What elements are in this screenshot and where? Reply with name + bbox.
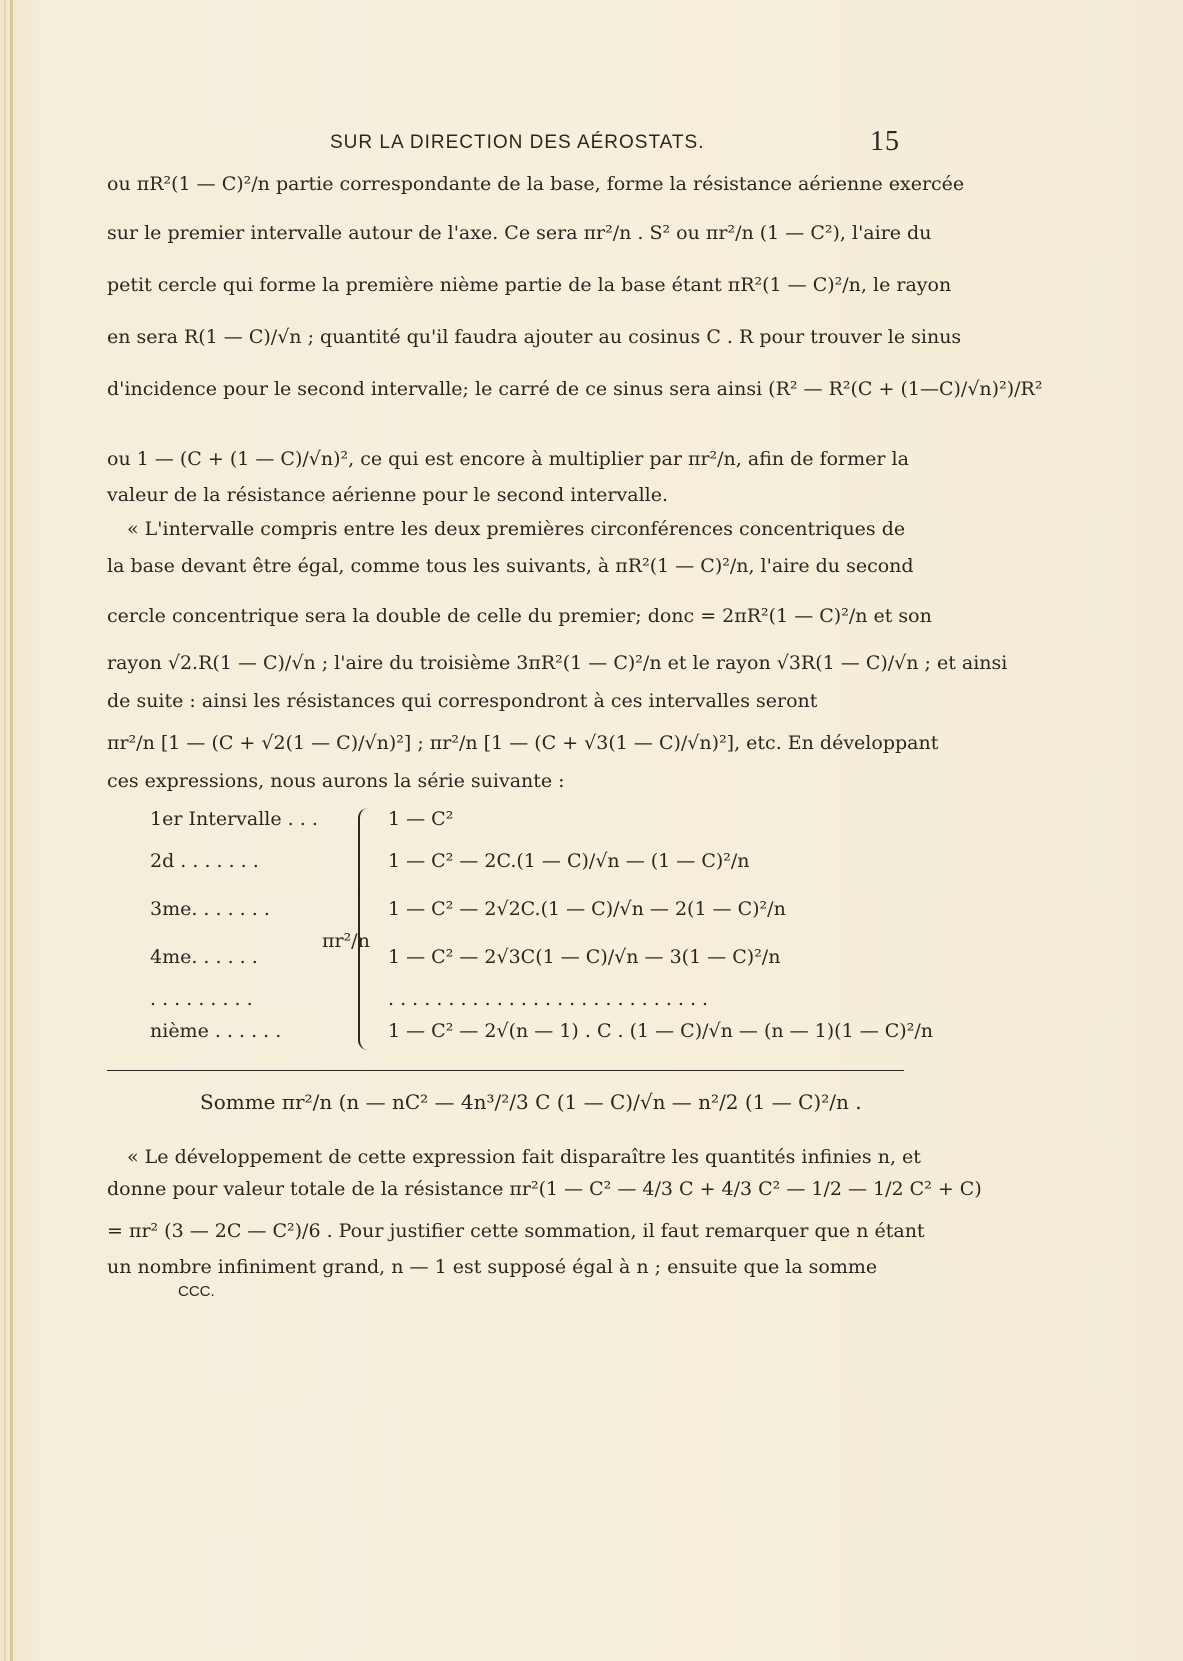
row-label: . . . . . . . . . [150,988,253,1010]
text-line: « Le développement de cette expression fait disparaître les quantités infinies n, et [127,1146,921,1168]
text-line: ou πR²(1 — C)²/n partie correspondante de la base, forme la résistance aérienne exercée [107,173,965,195]
text-line: un nombre infiniment grand, n — 1 est supposé égal à n ; ensuite que la somme [107,1256,878,1278]
text-line: la base devant être égal, comme tous les suivants, à πR²(1 — C)²/n, l'aire du second [107,555,914,577]
text-line: donne pour valeur totale de la résistance πr²(1 — C² — 4/3 C + 4/3 C² — 1/2 — 1/2 C² + C) [107,1178,982,1200]
sum-formula: Somme πr²/n (n — nC² — 4n³/²/3 C (1 — C)/√n — n²/2 (1 — C)²/n . [200,1090,862,1114]
page-edge-secondary [4,0,6,1661]
text-line: de suite : ainsi les résistances qui correspondront à ces intervalles seront [107,690,818,712]
row-expression: 1 — C² — 2√3C(1 — C)/√n — 3(1 — C)²/n [388,946,781,968]
page-edge [10,0,13,1661]
row-label: 2d . . . . . . . [150,850,259,872]
text-line: valeur de la résistance aérienne pour le second intervalle. [107,484,669,506]
text-line: = πr² (3 — 2C — C²)/6 . Pour justifier cette sommation, il faut remarquer que n étant [107,1220,925,1242]
left-brace [358,808,372,1050]
row-expression: 1 — C² [388,808,454,830]
text-line: d'incidence pour le second intervalle; le carré de ce sinus sera ainsi (R² — R²(C + (1—C)/√n)²)/R² [107,378,1043,400]
text-line: sur le premier intervalle autour de l'axe. Ce sera πr²/n . S² ou πr²/n (1 — C²), l'aire du [107,222,932,244]
text-line: en sera R(1 — C)/√n ; quantité qu'il faudra ajouter au cosinus C . R pour trouver le sinus [107,326,962,348]
sum-rule [107,1070,904,1071]
text-line: ces expressions, nous aurons la série suivante : [107,770,565,792]
row-expression: 1 — C² — 2√(n — 1) . C . (1 — C)/√n — (n — 1)(1 — C)²/n [388,1020,933,1042]
running-title: SUR LA DIRECTION DES AÉROSTATS. [330,132,705,153]
page-header [330,126,900,156]
row-label: nième . . . . . . [150,1020,282,1042]
text-line: rayon √2.R(1 — C)/√n ; l'aire du troisième 3πR²(1 — C)²/n et le rayon √3R(1 — C)/√n ; et ainsi [107,652,1008,674]
row-expression: . . . . . . . . . . . . . . . . . . . . . . . . . . . [388,988,709,1010]
text-line: « L'intervalle compris entre les deux premières circonférences concentriques de [127,518,906,540]
table-factor: πr²/n [322,930,370,952]
text-line: ou 1 — (C + (1 — C)/√n)², ce qui est encore à multiplier par πr²/n, afin de former la [107,448,909,470]
row-expression: 1 — C² — 2C.(1 — C)/√n — (1 — C)²/n [388,850,750,872]
row-expression: 1 — C² — 2√2C.(1 — C)/√n — 2(1 — C)²/n [388,898,786,920]
page-number: 15 [870,126,900,157]
text-line: cercle concentrique sera la double de celle du premier; donc = 2πR²(1 — C)²/n et son [107,605,932,627]
signature-mark: CCC. [178,1283,215,1300]
row-label: 1er Intervalle . . . [150,808,318,830]
series-table [150,808,933,1050]
text-line: petit cercle qui forme la première nième partie de la base étant πR²(1 — C)²/n, le rayon [107,274,952,296]
row-label: 3me. . . . . . . [150,898,270,920]
row-label: 4me. . . . . . [150,946,258,968]
text-line: πr²/n [1 — (C + √2(1 — C)/√n)²] ; πr²/n [1 — (C + √3(1 — C)/√n)²], etc. En développant [107,732,939,754]
